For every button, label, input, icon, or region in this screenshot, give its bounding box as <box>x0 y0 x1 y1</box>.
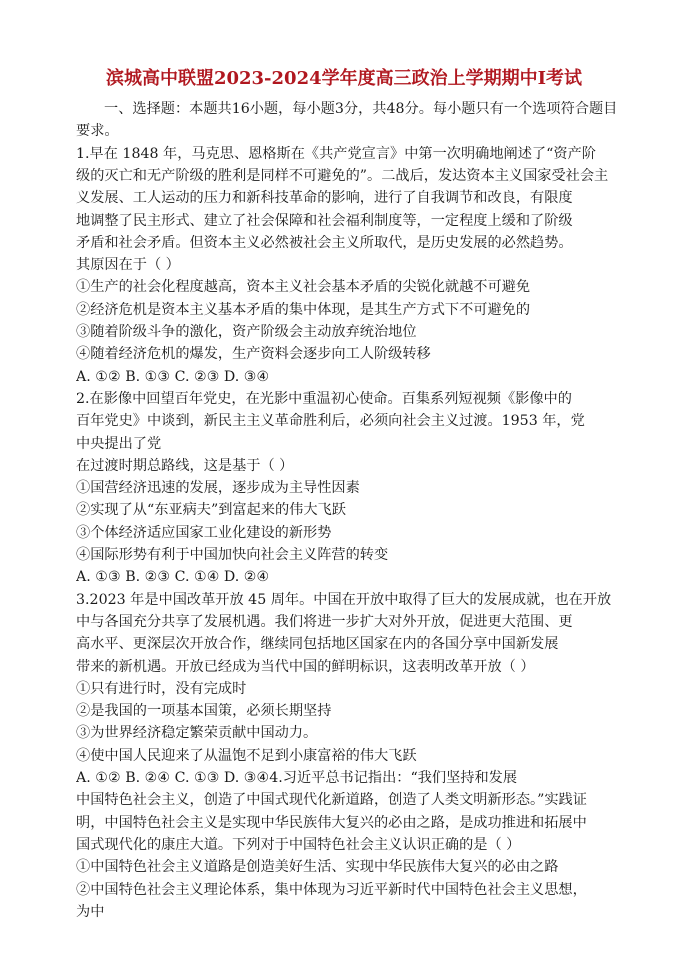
text-line: 其原因在于（ ） <box>76 257 180 274</box>
text-line: ①生产的社会化程度越高，资本主义社会基本矛盾的尖锐化就越不可避免 <box>76 279 531 296</box>
text-line: 矛盾和社会矛盾。但资本主义必然被社会主义所取代，是历史发展的必然趋势。 <box>76 234 573 251</box>
text-line: ②实现了从“东亚病夫”到富起来的伟大飞跃 <box>76 502 346 519</box>
text-line: ④使中国人民迎来了从温饱不足到小康富裕的伟大飞跃 <box>76 747 417 764</box>
text-line: 地调整了民主形式、建立了社会保障和社会福利制度等，一定程度上缓和了阶级 <box>76 212 573 229</box>
text-line: ②经济危机是资本主义基本矛盾的集中体现，是其生产方式下不可避免的 <box>76 301 531 318</box>
text-line: A. ①② B. ②④ C. ①③ D. ③④4.习近平总书记指出：“我们坚持和发展 <box>76 770 518 786</box>
text-line: 带来的新机遇。开放已经成为当代中国的鲜明标识，这表明改革开放（ ） <box>76 658 535 675</box>
text-line: A. ①③ B. ②③ C. ①④ D. ②④ <box>76 569 270 586</box>
text-line: 在过渡时期总路线，这是基于（ ） <box>76 457 294 474</box>
text-line: 2.在影像中回望百年党史，在光影中重温初心使命。百集系列短视频《影像中的 <box>76 390 572 407</box>
text-line: 国式现代化的康庄大道。下列对于中国特色社会主义认识正确的是（ ） <box>76 836 521 853</box>
text-line: 3.2023 年是中国改革开放 45 周年。中国在开放中取得了巨大的发展成就，也在开放 <box>76 591 612 608</box>
text-line: A. ①② B. ①③ C. ②③ D. ③④ <box>76 368 270 385</box>
text-line: 明，中国特色社会主义是实现中华民族伟大复兴的必由之路，是成功推进和拓展中 <box>76 814 587 831</box>
text-line: ②是我国的一项基本国策，必须长期坚持 <box>76 703 332 720</box>
section-heading: 一、选择题：本题共16小题，每小题3分，共48分。每小题只有一个选项符合题目 <box>104 101 618 117</box>
text-line: ④国际形势有利于中国加快向社会主义阵营的转变 <box>76 547 389 563</box>
text-line: ③个体经济适应国家工业化建设的新形势 <box>76 524 332 541</box>
text-line: 高水平、更深层次开放合作，继续同包括地区国家在内的各国分享中国新发展 <box>76 636 559 653</box>
text-line: 要求。 <box>76 123 119 140</box>
text-line: ③为世界经济稳定繁荣贡献中国动力。 <box>76 725 318 742</box>
text-line: ①国营经济迅速的发展，逐步成为主导性因素 <box>76 480 360 497</box>
text-line: 中国特色社会主义，创造了中国式现代化新道路，创造了人类文明新形态。”实践证 <box>76 792 587 809</box>
text-line: 级的灭亡和无产阶级的胜利是同样不可避免的”。二战后，发达资本主义国家受社会主 <box>76 167 609 184</box>
text-line: 1.早在 1848 年，马克思、恩格斯在《共产党宣言》中第一次明确地阐述了“资产阶 <box>76 145 596 162</box>
text-line: ④随着经济危机的爆发，生产资料会逐步向工人阶级转移 <box>76 346 431 363</box>
text-line: ①中国特色社会主义道路是创造美好生活、实现中华民族伟大复兴的必由之路 <box>76 859 559 876</box>
text-line: ①只有进行时，没有完成时 <box>76 680 247 697</box>
exam-title: 滨城高中联盟2023-2024学年度高三政治上学期期中Ⅰ考试 <box>105 68 583 89</box>
text-line: 中与各国充分共享了发展机遇。我们将进一步扩大对外开放，促进更大范围、更 <box>76 613 573 630</box>
text-line: ②中国特色社会主义理论体系，集中体现为习近平新时代中国特色社会主义思想， <box>76 881 587 898</box>
text-line: 为中 <box>76 903 105 920</box>
text-line: 中央提出了党 <box>76 435 162 452</box>
text-line: ③随着阶级斗争的激化，资产阶级会主动放弃统治地位 <box>76 324 417 340</box>
text-line: 百年党史》中谈到，新民主主义革命胜利后，必须向社会主义过渡。1953 年，党 <box>76 413 585 430</box>
text-line: 义发展、工人运动的压力和新科技革命的影响，进行了自我调节和改良，有限度 <box>76 190 573 207</box>
